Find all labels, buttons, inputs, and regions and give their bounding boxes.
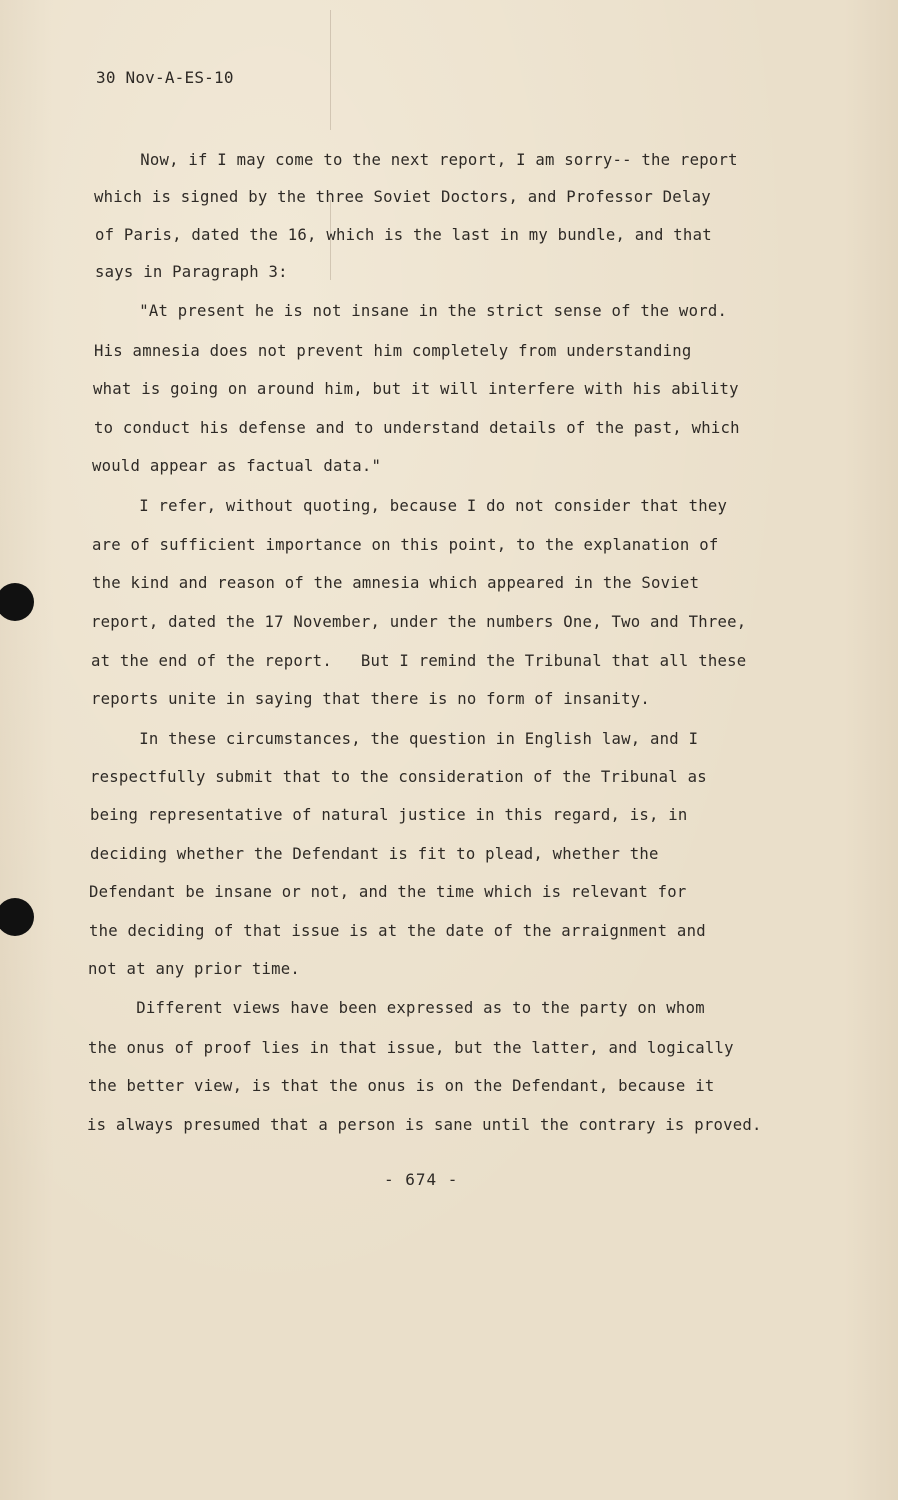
body-line: what is going on around him, but it will interfere with his ability (93, 380, 739, 398)
body-line: the onus of proof lies in that issue, but the latter, and logically (88, 1039, 734, 1057)
body-line: In these circumstances, the question in English law, and I (91, 730, 699, 748)
body-line: I refer, without quoting, because I do not consider that they (91, 497, 728, 515)
punch-hole (0, 898, 34, 936)
body-line: says in Paragraph 3: (95, 263, 288, 281)
body-line: His amnesia does not prevent him completely from understanding (94, 342, 692, 360)
punch-hole (0, 583, 34, 621)
body-line: the kind and reason of the amnesia which appeared in the Soviet (92, 574, 700, 592)
body-line: of Paris, dated the 16, which is the last in my bundle, and that (95, 226, 712, 244)
body-line: report, dated the 17 November, under the numbers One, Two and Three, (91, 613, 747, 631)
body-line: at the end of the report. But I remind the Tribunal that all these (91, 652, 747, 670)
body-line: is always presumed that a person is sane until the contrary is proved. (87, 1116, 762, 1134)
body-line: reports unite in saying that there is no form of insanity. (91, 690, 651, 708)
body-line: would appear as factual data." (92, 457, 382, 475)
body-line: respectfully submit that to the consideration of the Tribunal as (90, 768, 707, 786)
body-line: are of sufficient importance on this point, to the explanation of (92, 536, 719, 554)
body-line: Now, if I may come to the next report, I am sorry-- the report (92, 151, 738, 169)
page-number: - 674 - (384, 1170, 459, 1189)
body-line: the deciding of that issue is at the date of the arraignment and (89, 922, 706, 940)
paper-crease (330, 10, 331, 130)
document-reference: 30 Nov-A-ES-10 (96, 68, 234, 87)
body-line: being representative of natural justice in this regard, is, in (90, 806, 688, 824)
body-line: to conduct his defense and to understand details of the past, which (94, 419, 740, 437)
body-line: deciding whether the Defendant is fit to plead, whether the (90, 845, 659, 863)
body-line: which is signed by the three Soviet Doctors, and Professor Delay (94, 188, 711, 206)
body-line: Different views have been expressed as to the party on whom (88, 999, 705, 1017)
body-line: the better view, is that the onus is on the Defendant, because it (88, 1077, 715, 1095)
body-line: "At present he is not insane in the strict sense of the word. (91, 302, 728, 320)
body-line: not at any prior time. (88, 960, 301, 978)
body-line: Defendant be insane or not, and the time which is relevant for (89, 883, 687, 901)
